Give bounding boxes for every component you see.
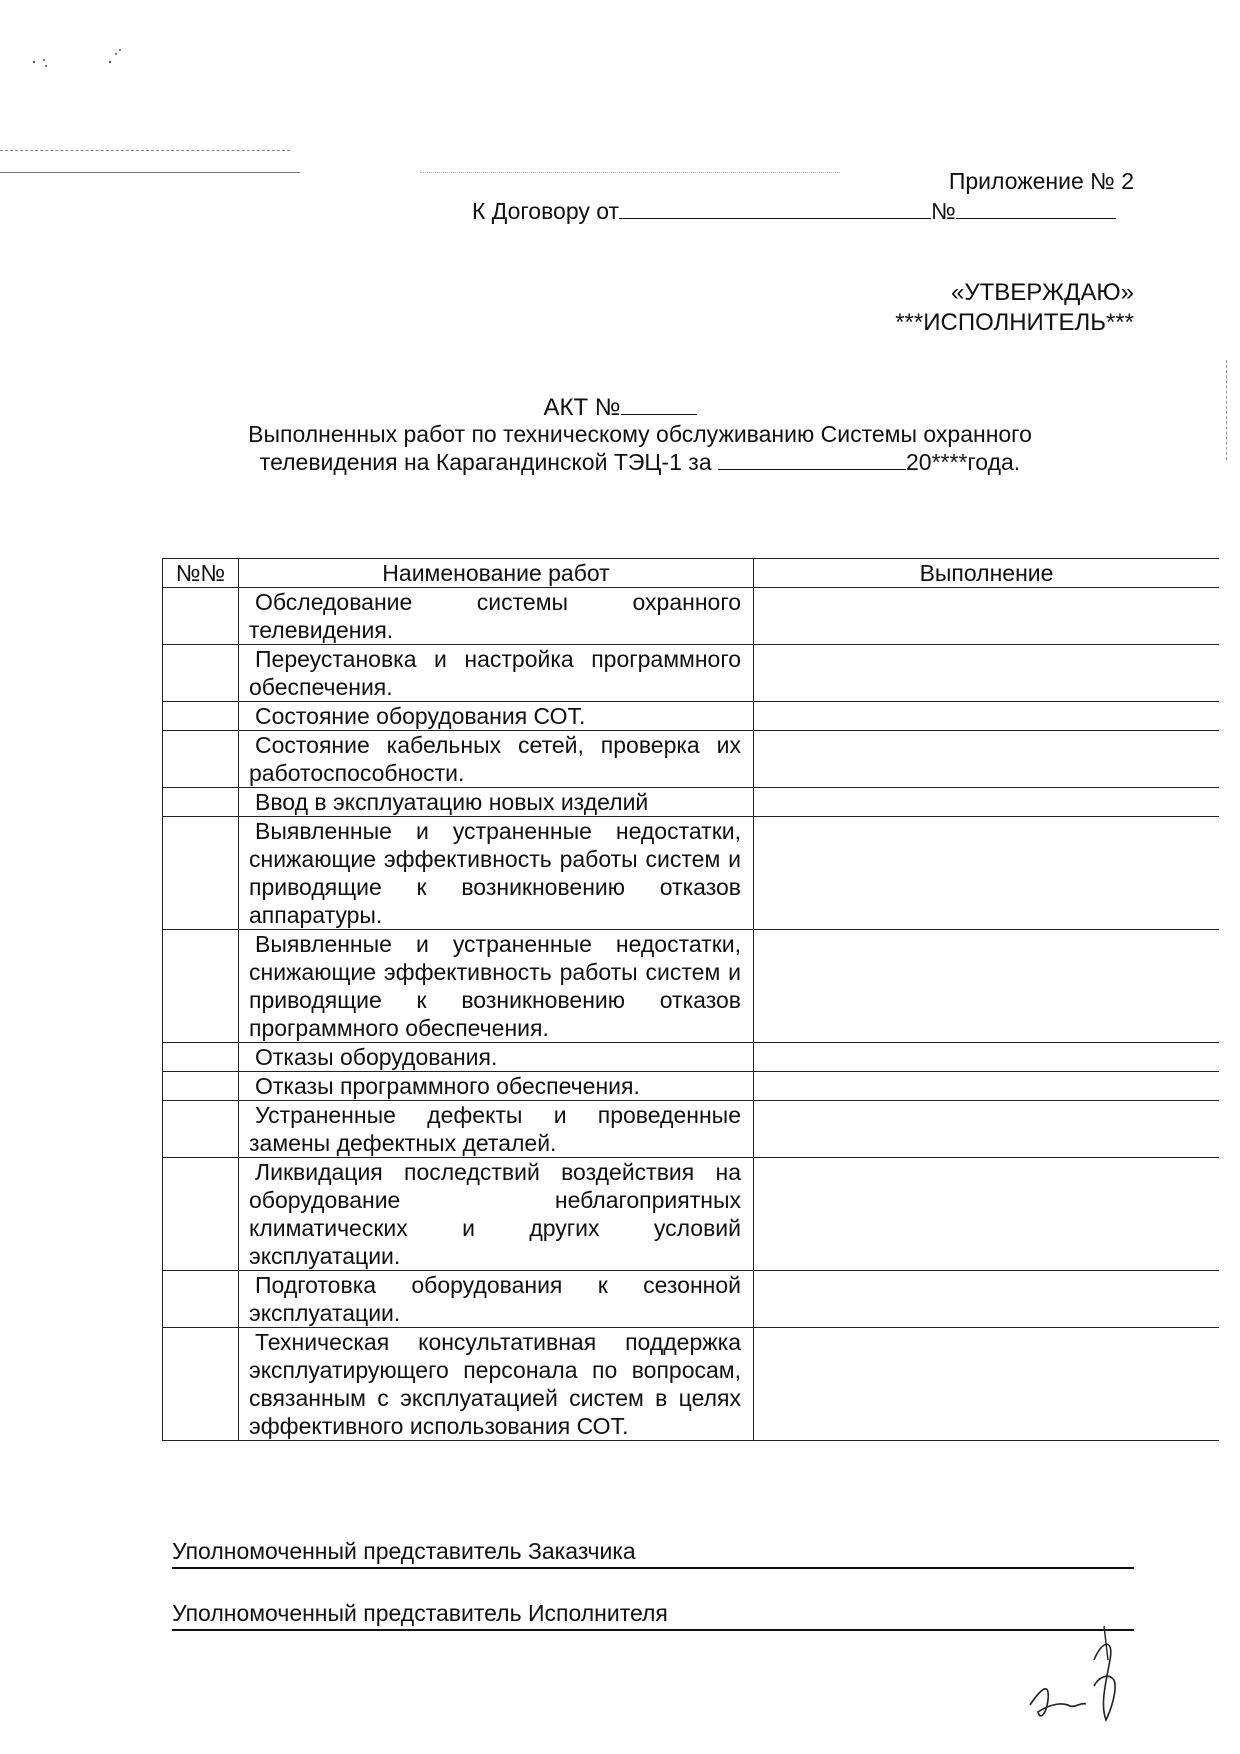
row-work-name xyxy=(239,1101,754,1158)
row-work-name xyxy=(239,788,754,817)
table-row xyxy=(163,1101,1220,1158)
approval-party: ***ИСПОЛНИТЕЛЬ*** xyxy=(895,309,1134,336)
row-number-cell xyxy=(163,1271,239,1328)
row-number-cell xyxy=(163,1328,239,1441)
row-work-name xyxy=(239,1072,754,1101)
approval-title: «УТВЕРЖДАЮ» xyxy=(950,279,1134,306)
table-row xyxy=(163,702,1220,731)
row-completion-cell xyxy=(754,1271,1220,1328)
row-work-text: Состояние кабельных сетей, проверка их работоспособности. xyxy=(249,732,741,786)
row-work-text: Техническая консультативная поддержка эксплуатирующего персонала по вопросам, связанным с эксплуатацией систем в целях эффективного использования СОТ. xyxy=(249,1329,741,1439)
row-number-cell xyxy=(163,817,239,930)
row-number-cell xyxy=(163,1043,239,1072)
scan-noise-marks xyxy=(30,40,150,70)
scan-line xyxy=(0,150,290,151)
row-work-text: Отказы программного обеспечения. xyxy=(255,1073,640,1099)
works-table xyxy=(162,558,1219,1441)
act-title-line2 xyxy=(190,448,1090,476)
row-completion-cell xyxy=(754,788,1220,817)
row-number-cell xyxy=(163,702,239,731)
row-work-name xyxy=(239,1043,754,1072)
table-row xyxy=(163,1072,1220,1101)
row-work-text: Ликвидация последствий воздействия на оборудование неблагоприятных климатических и других условий эксплуатации. xyxy=(249,1159,741,1269)
row-number-cell xyxy=(163,1158,239,1271)
table-row xyxy=(163,788,1220,817)
table-row xyxy=(163,588,1220,645)
scan-line xyxy=(420,172,840,173)
table-row xyxy=(163,1271,1220,1328)
row-number-cell xyxy=(163,1101,239,1158)
row-completion-cell xyxy=(754,1043,1220,1072)
scan-line xyxy=(0,172,300,173)
row-work-name xyxy=(239,702,754,731)
table-row xyxy=(163,1158,1220,1271)
table-header-row xyxy=(163,559,1220,588)
row-completion-cell xyxy=(754,1158,1220,1271)
row-number-cell xyxy=(163,930,239,1043)
row-completion-cell xyxy=(754,1328,1220,1441)
approval-block xyxy=(895,278,1134,338)
contract-reference xyxy=(472,198,1116,225)
row-work-name xyxy=(239,731,754,788)
contractor-representative-line: Уполномоченный представитель Исполнителя xyxy=(172,1600,1134,1631)
act-title-line2-suffix: 20****года. xyxy=(906,449,1021,475)
act-title-line1: Выполненных работ по техническому обслуживанию Системы охранного xyxy=(248,421,1032,447)
row-work-text: Отказы оборудования. xyxy=(255,1044,498,1070)
row-completion-cell xyxy=(754,817,1220,930)
row-work-text: Подготовка оборудования к сезонной эксплуатации. xyxy=(249,1272,741,1326)
act-title xyxy=(190,420,1090,476)
row-work-text: Ввод в эксплуатацию новых изделий xyxy=(255,789,649,815)
row-completion-cell xyxy=(754,1072,1220,1101)
table-row xyxy=(163,731,1220,788)
row-number-cell xyxy=(163,588,239,645)
handwritten-signature xyxy=(1010,1620,1130,1730)
row-work-text: Выявленные и устраненные недостатки, снижающие эффективность работы систем и приводящие к возникновению отказов программного обеспечения. xyxy=(249,931,741,1041)
contract-date-blank xyxy=(619,200,931,219)
row-number-cell xyxy=(163,1072,239,1101)
row-completion-cell xyxy=(754,588,1220,645)
row-completion-cell xyxy=(754,1101,1220,1158)
row-work-name xyxy=(239,817,754,930)
contract-prefix: К Договору от xyxy=(472,198,620,224)
row-work-name xyxy=(239,588,754,645)
row-work-name xyxy=(239,930,754,1043)
act-number xyxy=(0,394,1240,422)
act-number-label: АКТ № xyxy=(543,394,621,421)
appendix-label: Приложение № 2 xyxy=(948,168,1134,194)
row-work-name xyxy=(239,1328,754,1441)
row-work-text: Устраненные дефекты и проведенные замены дефектных деталей. xyxy=(249,1102,741,1156)
header-number: №№ xyxy=(163,559,239,588)
act-number-blank xyxy=(621,396,697,415)
table-row xyxy=(163,930,1220,1043)
row-number-cell xyxy=(163,731,239,788)
row-work-text: Переустановка и настройка программного обеспечения. xyxy=(249,646,741,700)
row-completion-cell xyxy=(754,930,1220,1043)
header-work-name: Наименование работ xyxy=(239,559,754,588)
row-work-name xyxy=(239,645,754,702)
table-row xyxy=(163,1043,1220,1072)
row-number-cell xyxy=(163,645,239,702)
row-work-text: Состояние оборудования СОТ. xyxy=(255,703,586,729)
table-row xyxy=(163,817,1220,930)
header-completion: Выполнение xyxy=(754,559,1220,588)
row-work-text: Обследование системы охранного телевидения. xyxy=(249,589,741,643)
row-work-name xyxy=(239,1158,754,1271)
row-completion-cell xyxy=(754,702,1220,731)
act-period-blank xyxy=(718,451,906,470)
row-work-text: Выявленные и устраненные недостатки, снижающие эффективность работы систем и приводящие к возникновению отказов аппаратуры. xyxy=(249,818,741,928)
table-row xyxy=(163,1328,1220,1441)
row-completion-cell xyxy=(754,645,1220,702)
contract-number-sign: № xyxy=(931,198,956,224)
act-title-line2-prefix: телевидения на Карагандинской ТЭЦ-1 за xyxy=(259,449,712,475)
table-row xyxy=(163,645,1220,702)
row-number-cell xyxy=(163,788,239,817)
row-work-name xyxy=(239,1271,754,1328)
row-completion-cell xyxy=(754,731,1220,788)
contract-number-blank xyxy=(956,200,1116,219)
customer-representative-line: Уполномоченный представитель Заказчика xyxy=(172,1538,1134,1569)
